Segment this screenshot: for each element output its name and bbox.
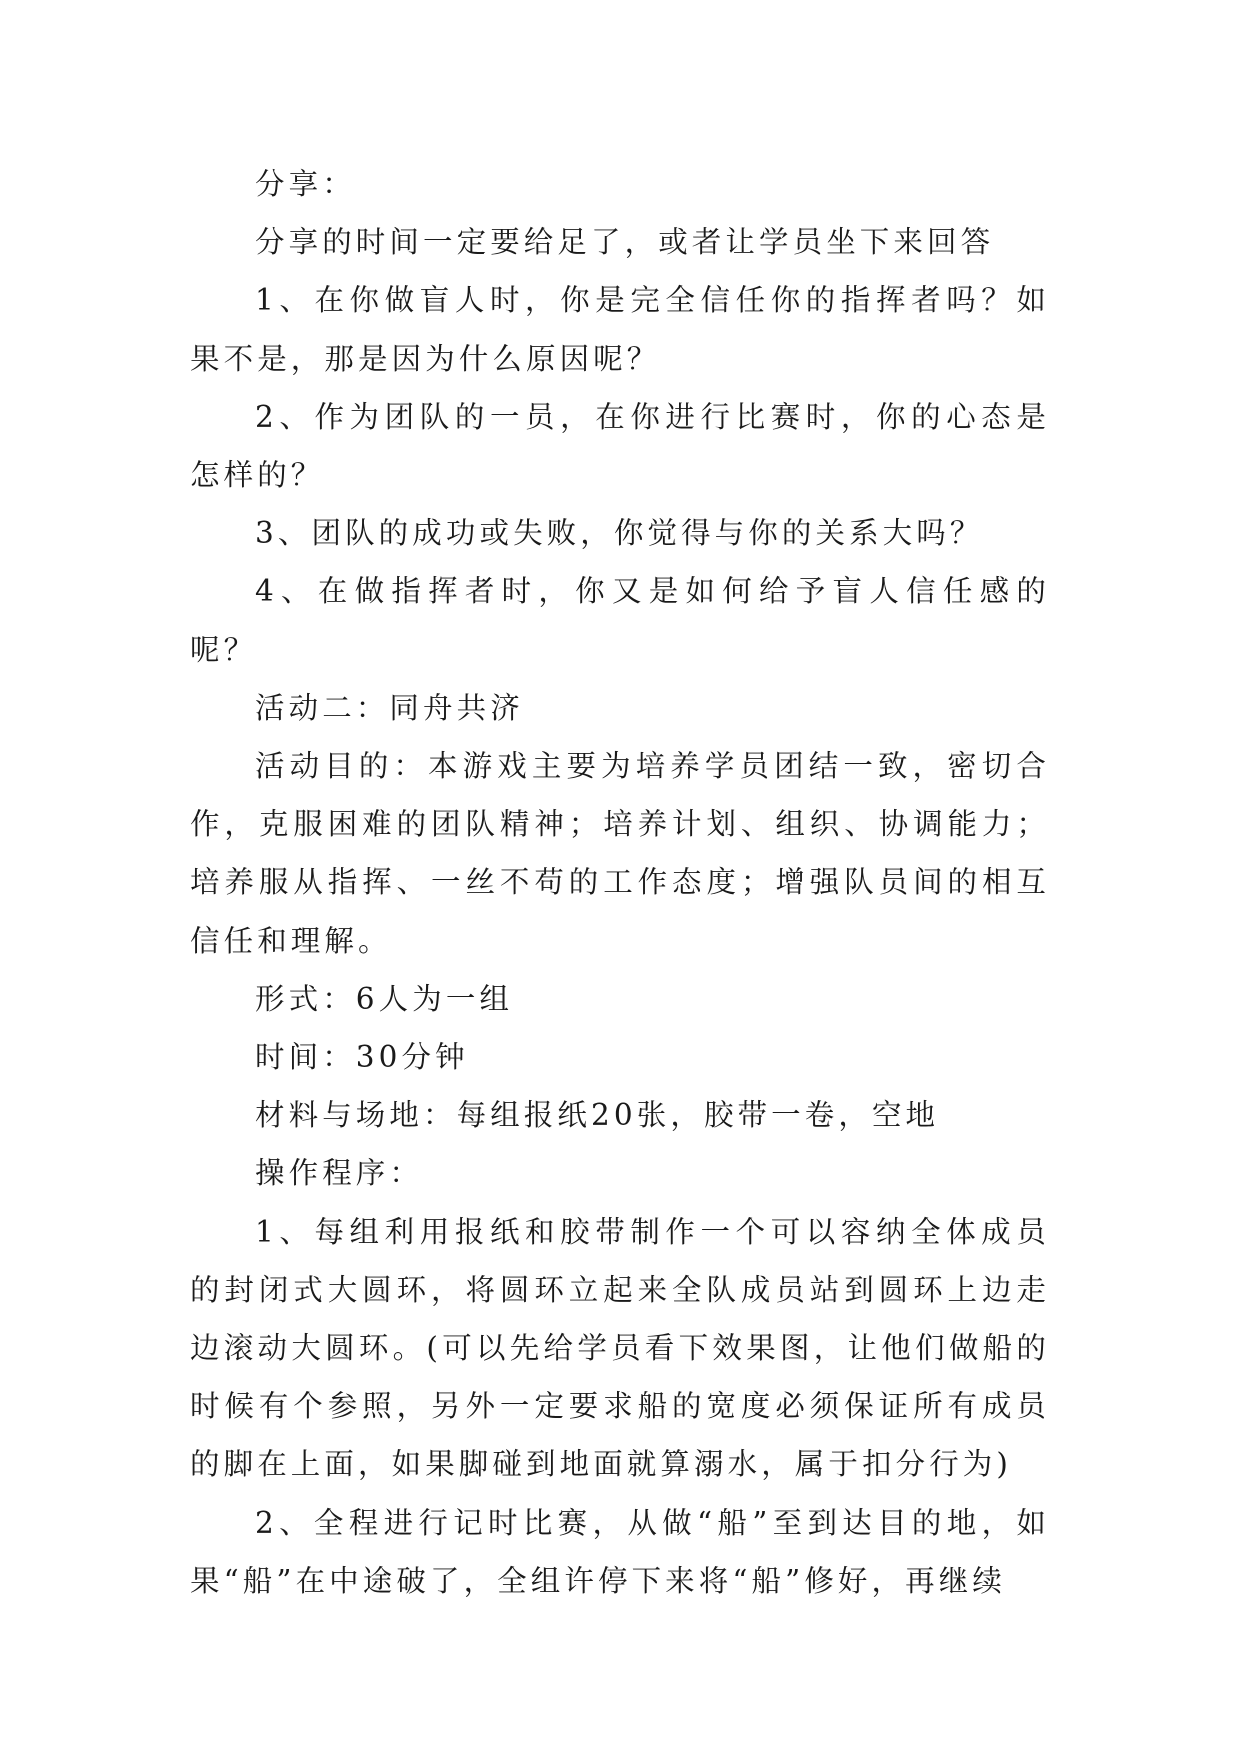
section-heading-procedure: 操作程序： [255,1156,424,1191]
section-heading-activity-two: 活动二：同舟共济 [255,690,524,725]
procedure-step-2: 2、全程进行记时比赛，从做“船”至到达目的地，如果“船”在中途破了，全组许停下来将“船”修好，再继续 [190,1505,1050,1598]
question-2: 2、作为团队的一员，在你进行比赛时，你的心态是怎样的？ [190,399,1050,493]
paragraph-materials: 材料与场地：每组报纸20张，胶带一卷，空地 [255,1098,940,1133]
procedure-step-1: 1、每组利用报纸和胶带制作一个可以容纳全体成员的封闭式大圆环，将圆环立起来全队成员站到圆环上边走边滚动大圆环。(可以先给学员看下效果图，让他们做船的时候有个参照，另外一定要求船的宽度必须保证所有成员的脚在上面，如果脚碰到地面就算溺水，属于扣分行为) [190,1214,1050,1482]
question-1: 1、在你做盲人时，你是完全信任你的指挥者吗？如果不是，那是因为什么原因呢？ [190,283,1050,376]
document-body [190,155,1050,1610]
paragraph-sharing-note: 分享的时间一定要给足了，或者让学员坐下来回答 [255,225,995,260]
question-3: 3、团队的成功或失败，你觉得与你的关系大吗？ [255,516,984,551]
paragraph-time: 时间：30分钟 [255,1040,469,1075]
question-4: 4、在做指挥者时，你又是如何给予盲人信任感的呢？ [190,574,1050,667]
paragraph-format: 形式：6人为一组 [255,981,514,1016]
paragraph-activity-purpose: 活动目的：本游戏主要为培养学员团结一致，密切合作，克服困难的团队精神；培养计划、组织、协调能力；培养服从指挥、一丝不苟的工作态度；增强队员间的相互信任和理解。 [190,749,1050,958]
section-heading-sharing: 分享： [255,167,356,201]
